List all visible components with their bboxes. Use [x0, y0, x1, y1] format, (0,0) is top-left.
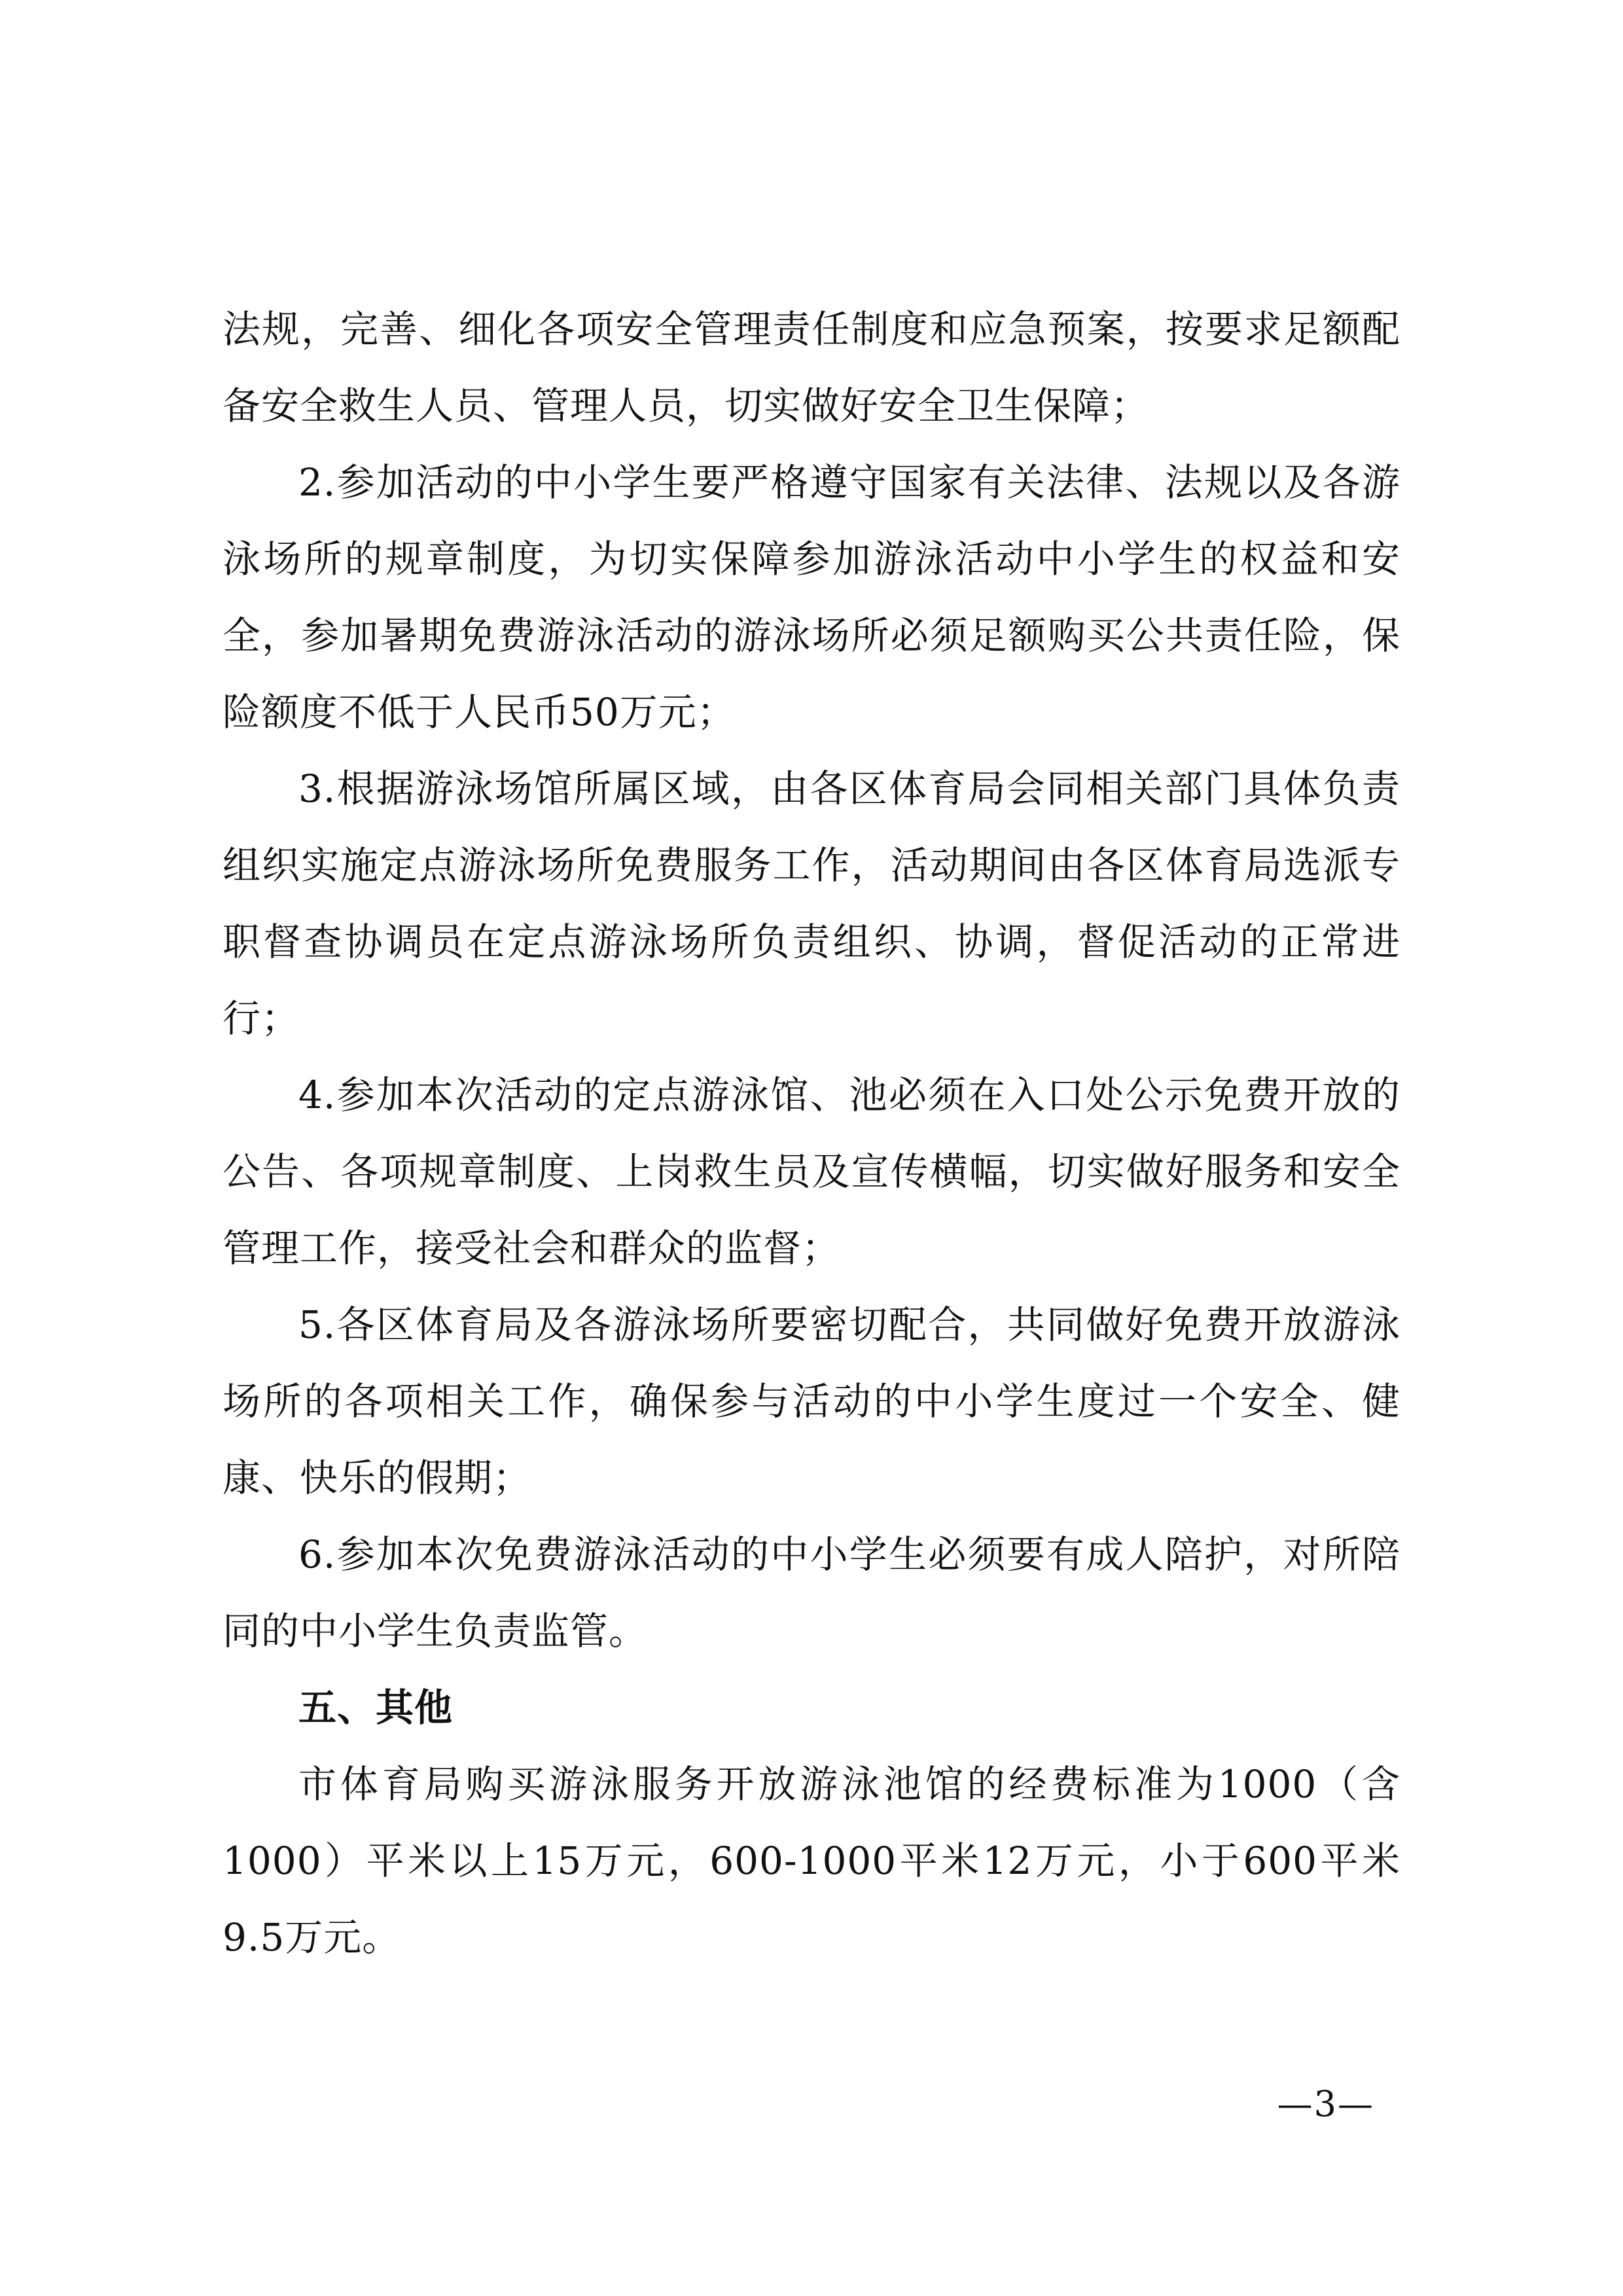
- document-body: [223, 291, 1400, 1976]
- paragraph-item-3-district-organization: 3.根据游泳场馆所属区域，由各区体育局会同相关部门具体负责组织实施定点游泳场所免费服务工作，活动期间由各区体育局选派专职督查协调员在定点游泳场所负责组织、协调，督促活动的正常进行；: [223, 766, 1400, 1041]
- page-number: —3—: [1277, 2083, 1374, 2125]
- paragraph-safety-regulations: 法规，完善、细化各项安全管理责任制度和应急预案，按要求足额配备安全救生人员、管理人员，切实做好安全卫生保障；: [223, 307, 1400, 428]
- section-heading-other: 五、其他: [298, 1685, 454, 1730]
- paragraph-item-6-adult-supervision: 6.参加本次免费游泳活动的中小学生必须要有成人陪护，对所陪同的中小学生负责监管。: [223, 1532, 1400, 1653]
- paragraph-funding-standard: 市体育局购买游泳服务开放游泳池馆的经费标准为1000（含1000）平米以上15万元，600-1000平米12万元，小于600平米9.5万元。: [223, 1762, 1400, 1960]
- paragraph-item-5-cooperation: 5.各区体育局及各游泳场所要密切配合，共同做好免费开放游泳场所的各项相关工作，确保参与活动的中小学生度过一个安全、健康、快乐的假期；: [223, 1302, 1400, 1500]
- paragraph-item-2-insurance: 2.参加活动的中小学生要严格遵守国家有关法律、法规以及各游泳场所的规章制度，为切实保障参加游泳活动中小学生的权益和安全，参加暑期免费游泳活动的游泳场所必须足额购买公共责任险，保险额度不低于人民币50万元；: [223, 460, 1400, 734]
- paragraph-item-4-public-notice: 4.参加本次活动的定点游泳馆、池必须在入口处公示免费开放的公告、各项规章制度、上岗救生员及宣传横幅，切实做好服务和安全管理工作，接受社会和群众的监督；: [223, 1073, 1400, 1270]
